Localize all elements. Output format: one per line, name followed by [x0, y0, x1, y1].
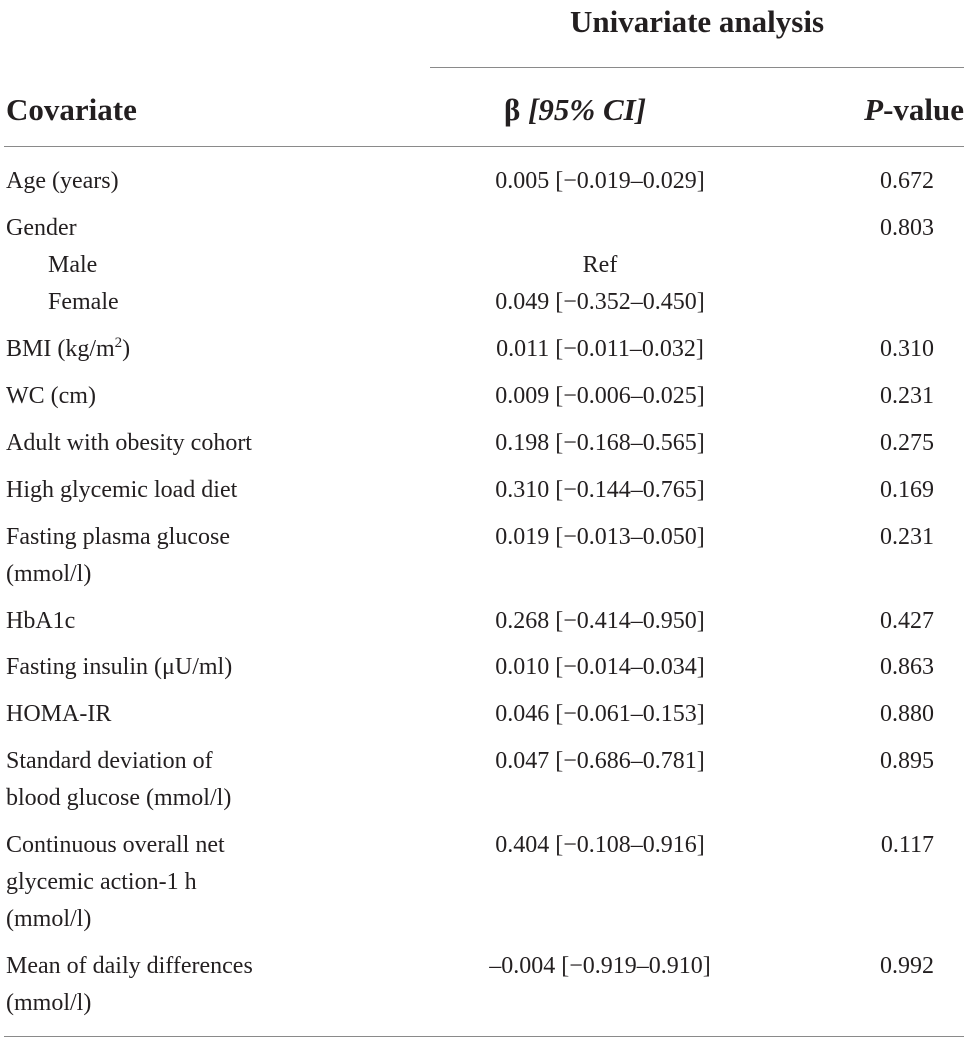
covariate-line: Male — [48, 252, 98, 278]
p-value-cell: 0.310 — [880, 336, 934, 362]
header-p-italic: P — [864, 92, 884, 127]
covariate-cell — [6, 948, 426, 1022]
group-title: Univariate analysis — [569, 4, 825, 39]
covariate-line: glycemic action-1 h — [6, 869, 197, 895]
covariate-line: High glycemic load diet — [6, 477, 238, 503]
p-value-cell: 0.275 — [880, 430, 934, 456]
header-rule — [4, 146, 964, 147]
covariate-cell — [6, 472, 426, 509]
p-value-cell: 0.231 — [880, 383, 934, 409]
covariate-line: Female — [48, 289, 119, 315]
footer-rule — [4, 1036, 964, 1037]
beta-ci-cell: 0.011 [−0.011–0.032] — [496, 336, 704, 362]
header-ci-label: [95% CI] — [528, 92, 647, 127]
group-rule — [430, 67, 964, 68]
header-beta-ci — [430, 88, 720, 132]
covariate-line: Standard deviation of — [6, 748, 213, 774]
p-value-cell: 0.880 — [880, 701, 934, 727]
covariate-line: Gender — [6, 215, 77, 241]
beta-ci-cell: 0.019 [−0.013–0.050] — [495, 524, 705, 550]
beta-ci-cell: 0.047 [−0.686–0.781] — [495, 748, 705, 774]
covariate-cell — [6, 378, 426, 415]
header-p-rest: -value — [883, 92, 964, 127]
covariate-line: blood glucose (mmol/l) — [6, 785, 232, 811]
beta-ci-cell: Ref — [582, 252, 618, 278]
covariate-text: BMI (kg/m — [6, 336, 115, 362]
covariate-cell — [48, 284, 468, 321]
covariate-line: Fasting insulin (μU/ml) — [6, 654, 233, 680]
covariate-cell — [6, 210, 426, 247]
header-p-value — [864, 88, 964, 132]
p-value-cell: 0.863 — [880, 654, 934, 680]
covariate-line: Age (years) — [6, 168, 119, 194]
covariate-cell — [6, 331, 426, 368]
p-value-cell: 0.117 — [880, 832, 934, 858]
covariate-cell — [6, 603, 426, 640]
covariate-cell — [6, 649, 426, 686]
covariate-line: Adult with obesity cohort — [6, 430, 252, 456]
covariate-cell — [6, 743, 426, 817]
p-value-cell: 0.895 — [880, 748, 934, 774]
covariate-cell — [6, 519, 426, 593]
covariate-cell — [6, 827, 426, 938]
beta-ci-cell: 0.009 [−0.006–0.025] — [495, 383, 705, 409]
covariate-cell — [6, 696, 426, 733]
p-value-cell: 0.803 — [880, 215, 934, 241]
superscript: 2 — [114, 335, 123, 351]
beta-ci-cell: 0.268 [−0.414–0.950] — [495, 608, 705, 634]
p-value-cell: 0.231 — [880, 524, 934, 550]
covariate-line: HbA1c — [6, 608, 76, 634]
beta-ci-cell: 0.198 [−0.168–0.565] — [495, 430, 705, 456]
covariate-cell — [6, 425, 426, 462]
covariate-line: WC (cm) — [6, 383, 96, 409]
p-value-cell: 0.169 — [880, 477, 934, 503]
covariate-line: Continuous overall net — [6, 832, 225, 858]
header-covariate: Covariate — [6, 92, 137, 127]
beta-ci-cell: 0.005 [−0.019–0.029] — [495, 168, 705, 194]
beta-ci-cell: 0.046 [−0.061–0.153] — [495, 701, 705, 727]
covariate-line: Mean of daily differences — [6, 953, 253, 979]
p-value-cell: 0.427 — [880, 608, 934, 634]
p-value-cell: 0.672 — [880, 168, 934, 194]
covariate-line: (mmol/l) — [6, 990, 92, 1016]
beta-ci-cell: 0.010 [−0.014–0.034] — [495, 654, 705, 680]
covariate-line: (mmol/l) — [6, 906, 92, 932]
beta-ci-cell: –0.004 [−0.919–0.910] — [489, 953, 711, 979]
p-value-cell: 0.992 — [880, 953, 934, 979]
covariate-cell — [48, 247, 468, 284]
covariate-text-after: ) — [122, 336, 131, 362]
covariate-line: (mmol/l) — [6, 561, 92, 587]
covariate-cell — [6, 163, 426, 200]
covariate-line — [6, 331, 426, 368]
covariate-line: HOMA-IR — [6, 701, 112, 727]
header-beta-symbol: β — [503, 92, 521, 127]
beta-ci-cell: 0.049 [−0.352–0.450] — [495, 289, 705, 315]
beta-ci-cell: 0.310 [−0.144–0.765] — [495, 477, 705, 503]
covariate-line: Fasting plasma glucose — [6, 524, 230, 550]
beta-ci-cell: 0.404 [−0.108–0.916] — [495, 832, 705, 858]
